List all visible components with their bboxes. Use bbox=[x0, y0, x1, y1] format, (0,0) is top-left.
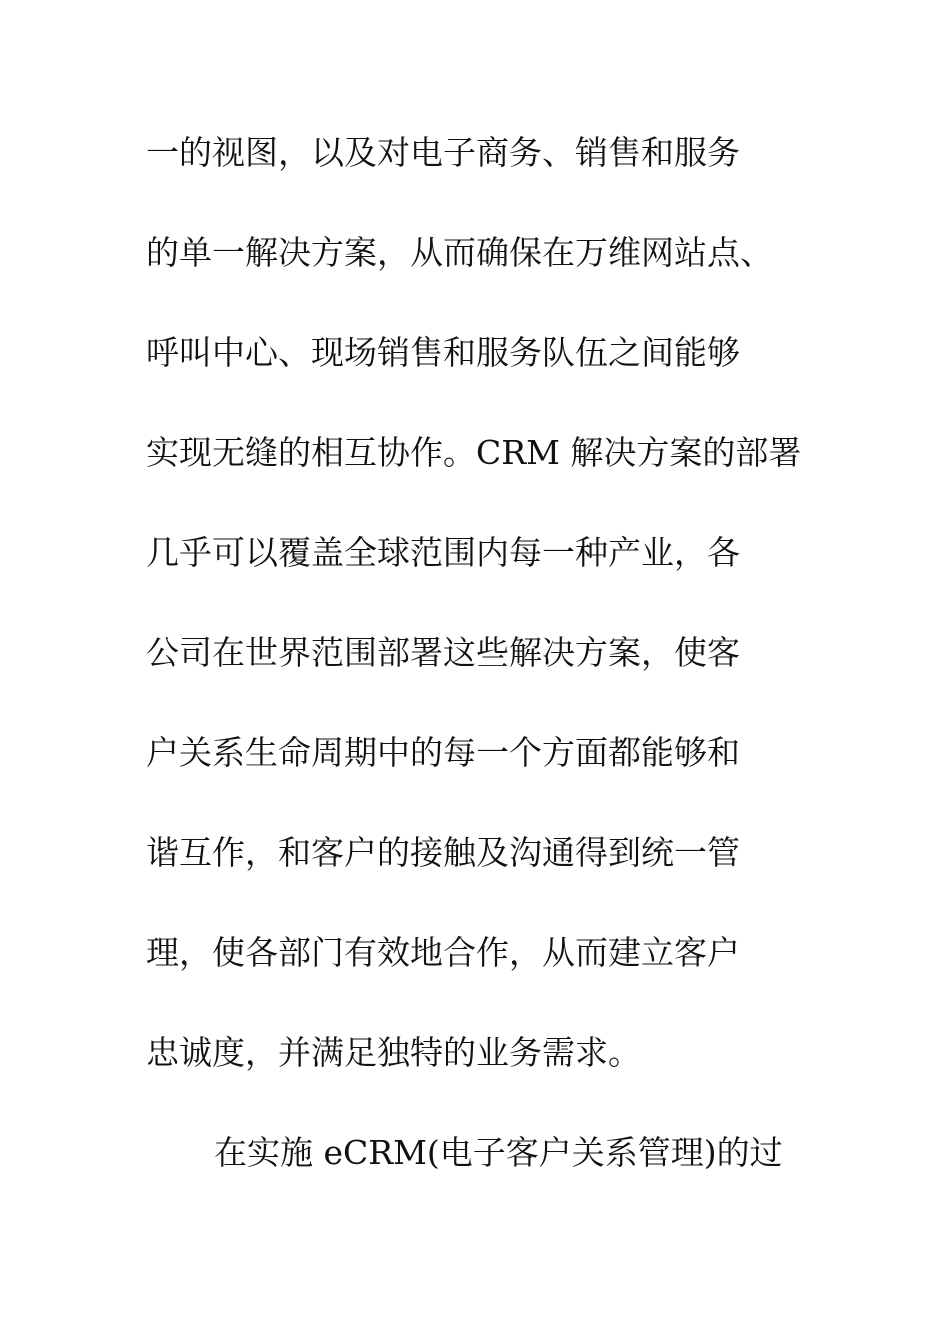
paragraph-start-line: 在实施 eCRM(电子客户关系管理)的过 bbox=[214, 1133, 783, 1172]
text-line: 呼叫中心、现场销售和服务队伍之间能够 bbox=[146, 333, 740, 372]
text-line: 公司在世界范围部署这些解决方案，使客 bbox=[146, 633, 740, 672]
text-line: 户关系生命周期中的每一个方面都能够和 bbox=[146, 733, 740, 772]
text-line: 实现无缝的相互协作。CRM 解决方案的部署 bbox=[146, 433, 802, 472]
text-line: 谐互作，和客户的接触及沟通得到统一管 bbox=[146, 833, 740, 872]
text-line: 几乎可以覆盖全球范围内每一种产业，各 bbox=[146, 533, 740, 572]
text-line: 忠诚度，并满足独特的业务需求。 bbox=[146, 1033, 641, 1072]
text-line: 理，使各部门有效地合作，从而建立客户 bbox=[146, 933, 740, 972]
text-line: 的单一解决方案，从而确保在万维网站点、 bbox=[146, 233, 773, 272]
text-line: 一的视图，以及对电子商务、销售和服务 bbox=[146, 133, 740, 172]
